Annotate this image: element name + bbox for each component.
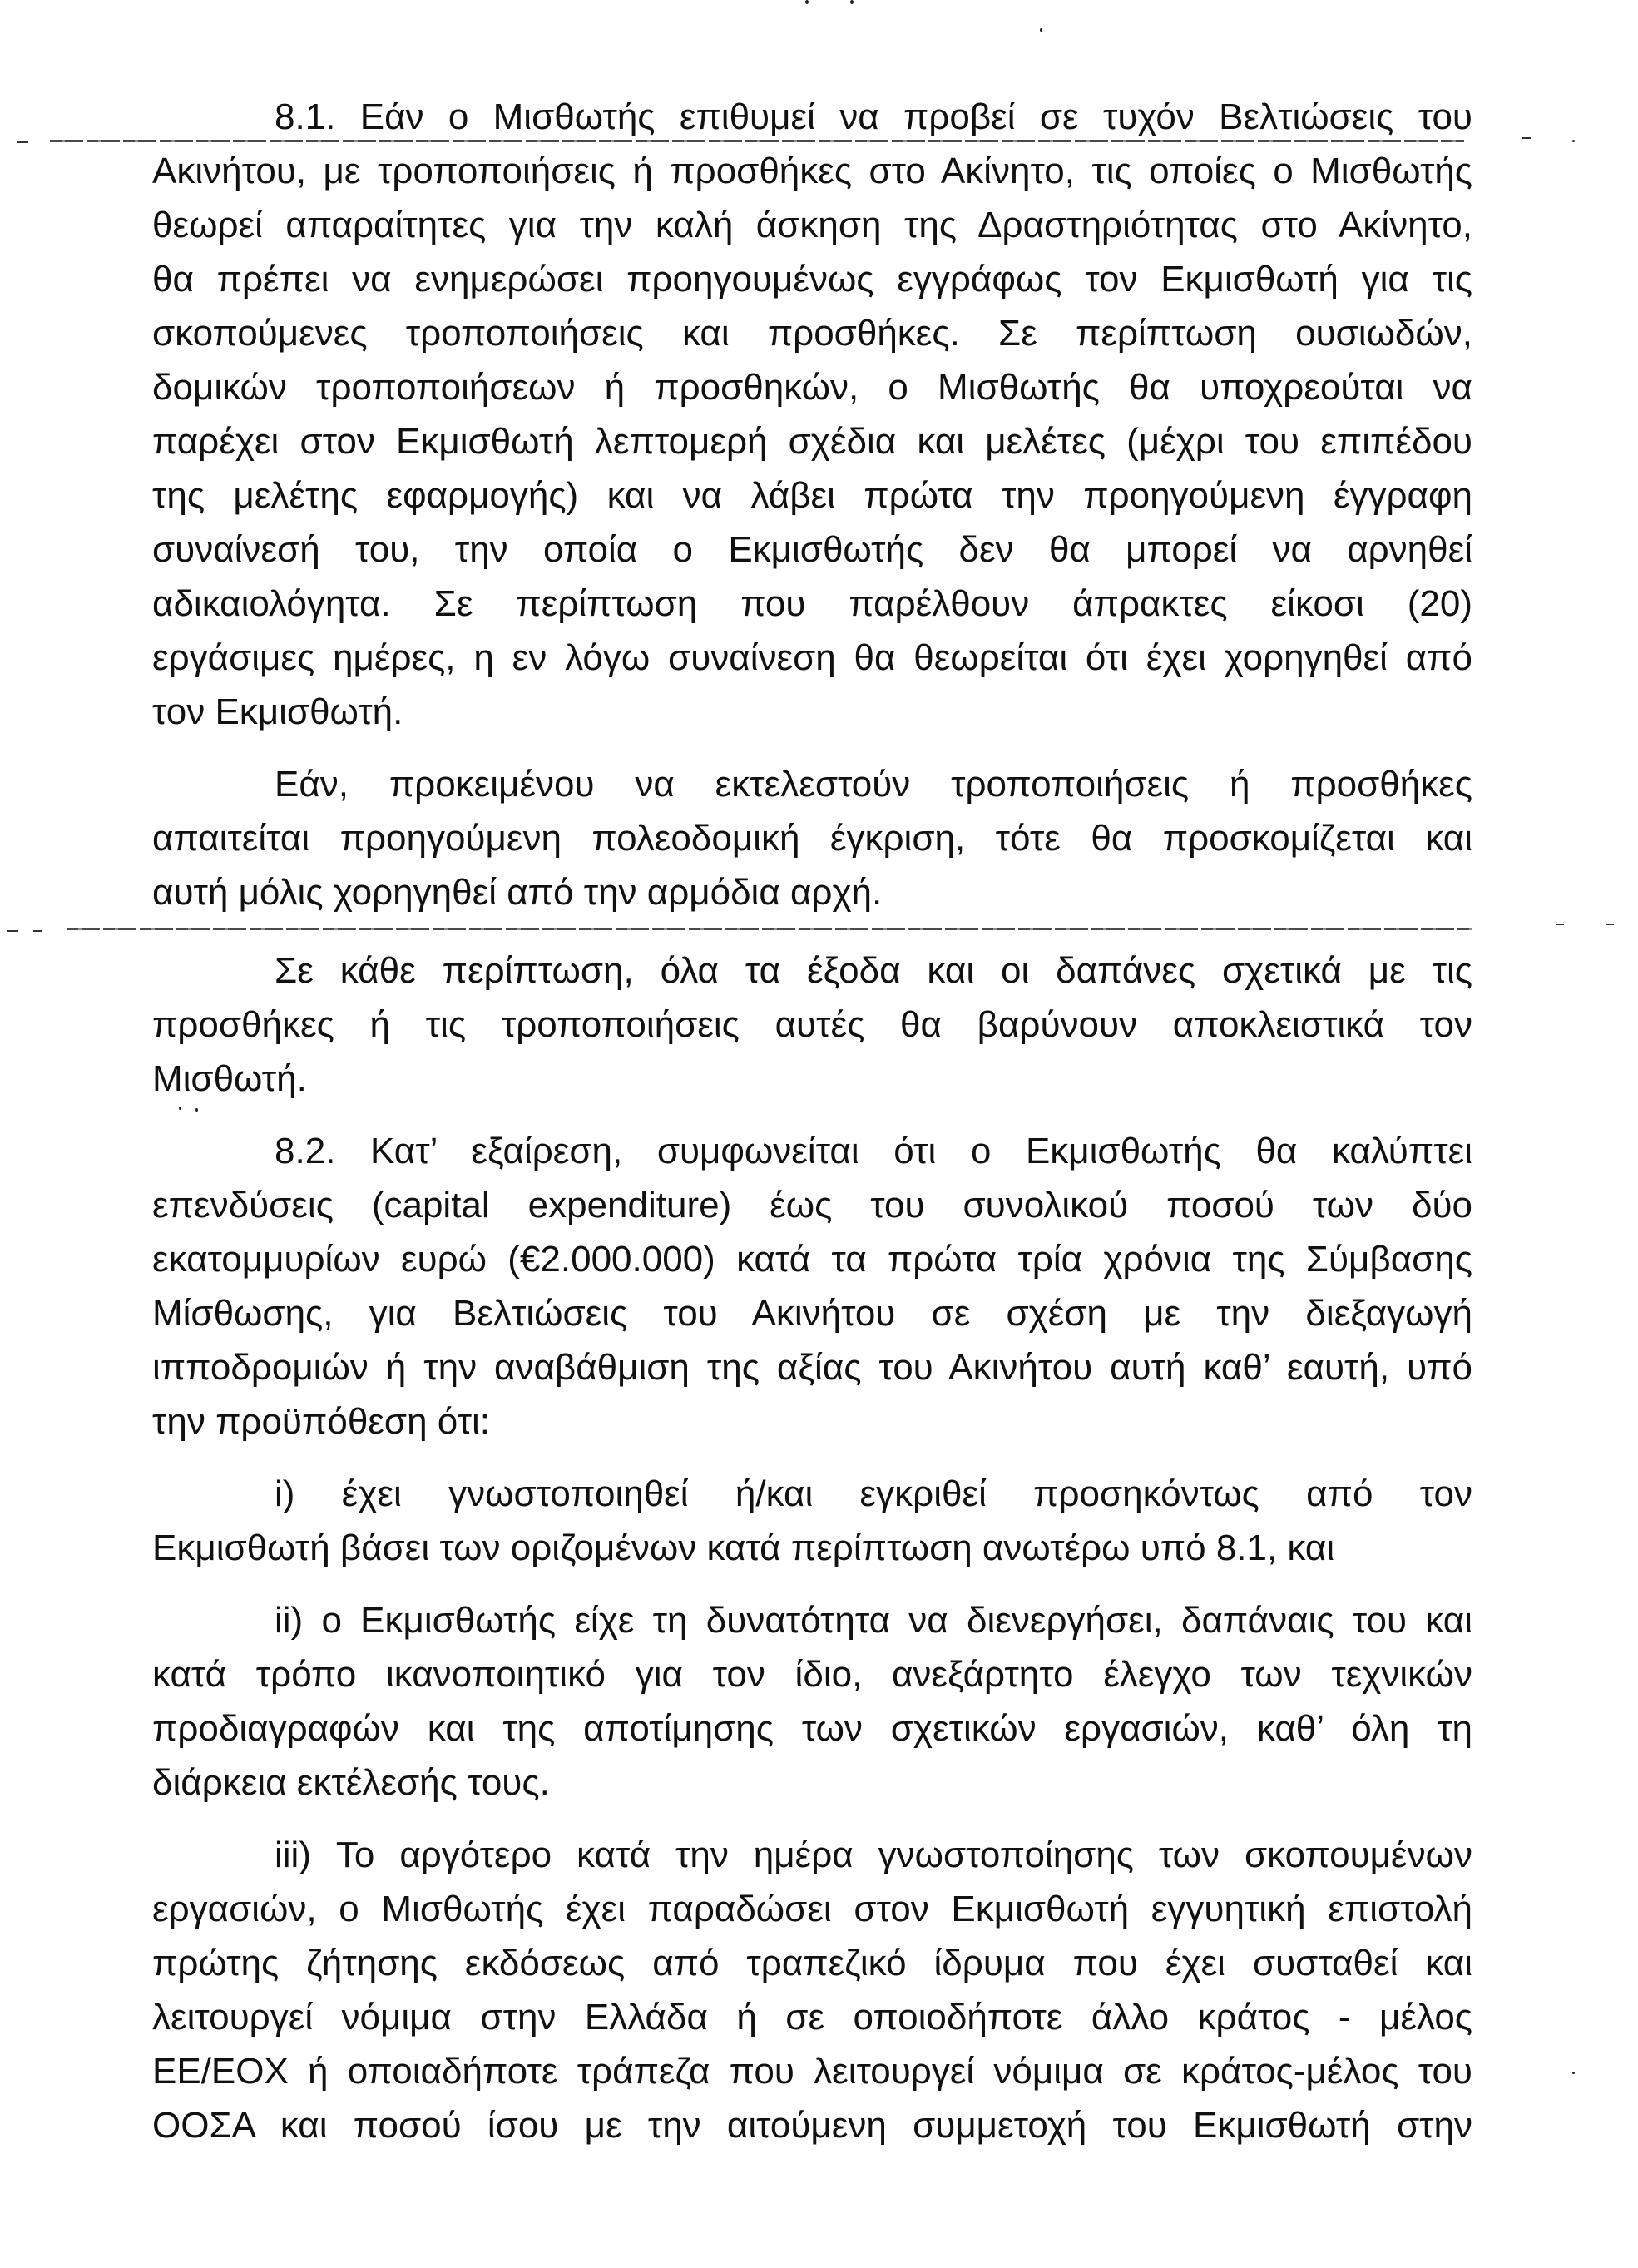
text-line: της μελέτης εφαρμογής) και να λάβει πρώτα την προηγούμενη έγγραφη [152, 475, 1472, 516]
text-line: iii) Το αργότερο κατά την ημέρα γνωστοποίησης των σκοπουμένων [275, 1835, 1472, 1875]
scan-artifact-dash [1606, 924, 1614, 925]
scan-artifact-dash [1522, 137, 1531, 139]
text-line: 8.2. Κατ’ εξαίρεση, συμφωνείται ότι ο Εκμισθωτής θα καλύπτει [275, 1131, 1472, 1171]
text-line: συναίνεσή του, την οποία ο Εκμισθωτής δεν θα μπορεί να αρνηθεί [152, 529, 1472, 570]
text-line: Μίσθωσης, για Βελτιώσεις του Ακινήτου σε σχέση με την διεξαγωγή [152, 1293, 1472, 1334]
text-line: πρώτης ζήτησης εκδόσεως από τραπεζικό ίδρυμα που έχει συσταθεί και [152, 1943, 1472, 1983]
scan-speck [1572, 2072, 1575, 2074]
text-line: αδικαιολόγητα. Σε περίπτωση που παρέλθουν άπρακτες είκοσι (20) [152, 583, 1472, 624]
text-line: εργασιών, ο Μισθωτής έχει παραδώσει στον Εκμισθωτή εγγυητική επιστολή [152, 1889, 1472, 1929]
scan-artifact-divider [67, 928, 1472, 930]
text-line: δομικών τροποποιήσεων ή προσθηκών, ο Μισθωτής θα υποχρεούται να [152, 367, 1472, 408]
scan-speck [179, 1107, 181, 1110]
scan-artifact-line [50, 140, 1464, 142]
text-line: παρέχει στον Εκμισθωτή λεπτομερή σχέδια και μελέτες (μέχρι του επιπέδου [152, 421, 1472, 462]
text-line: απαιτείται προηγούμενη πολεοδομική έγκριση, τότε θα προσκομίζεται και [152, 818, 1472, 859]
scan-speck [1572, 140, 1575, 142]
text-line: τον Εκμισθωτή. [152, 691, 403, 732]
scan-artifact-dash [33, 930, 42, 932]
text-line: i) έχει γνωστοποιηθεί ή/και εγκριθεί προσηκόντως από τον [275, 1473, 1472, 1514]
text-line: 8.1. Εάν ο Μισθωτής επιθυμεί να προβεί σε τυχόν Βελτιώσεις του [275, 97, 1472, 137]
text-line: λειτουργεί νόμιμα στην Ελλάδα ή σε οποιοδήποτε άλλο κράτος - μέλος [152, 1997, 1472, 2038]
text-line: κατά τρόπο ικανοποιητικό για τον ίδιο, ανεξάρτητο έλεγχο των τεχνικών [152, 1654, 1472, 1695]
text-line: προδιαγραφών και της αποτίμησης των σχετικών εργασιών, καθ’ όλη τη [152, 1708, 1472, 1749]
scan-artifact-dash [1556, 924, 1564, 925]
text-line: σκοπούμενες τροποποιήσεις και προσθήκες. Σε περίπτωση ουσιωδών, [152, 313, 1472, 354]
text-line: εκατομμυρίων ευρώ (€2.000.000) κατά τα πρώτα τρία χρόνια της Σύμβασης [152, 1239, 1472, 1280]
scan-speck [805, 0, 809, 4]
text-line: διάρκεια εκτέλεσής τους. [152, 1762, 550, 1803]
scan-artifact-dash [17, 141, 28, 143]
scan-speck [1040, 28, 1042, 32]
text-line: Εάν, προκειμένου να εκτελεστούν τροποποιήσεις ή προσθήκες [275, 764, 1472, 805]
scan-artifact-dash [7, 930, 18, 932]
text-line: ΟΟΣΑ και ποσού ίσου με την αιτούμενη συμμετοχή του Εκμισθωτή στην [152, 2105, 1472, 2146]
text-line: προσθήκες ή τις τροποποιήσεις αυτές θα βαρύνουν αποκλειστικά τον [152, 1004, 1472, 1045]
scan-speck [850, 0, 854, 4]
text-line: εργάσιμες ημέρες, η εν λόγω συναίνεση θα θεωρείται ότι έχει χορηγηθεί από [152, 637, 1472, 678]
scan-speck [195, 1108, 198, 1112]
text-line: αυτή μόλις χορηγηθεί από την αρμόδια αρχή. [152, 872, 883, 913]
text-line: Ακινήτου, με τροποποιήσεις ή προσθήκες στο Ακίνητο, τις οποίες ο Μισθωτής [152, 151, 1472, 191]
text-line: επενδύσεις (capital expenditure) έως του συνολικού ποσού των δύο [152, 1185, 1472, 1226]
text-line: Μισθωτή. [152, 1058, 307, 1099]
text-line: Σε κάθε περίπτωση, όλα τα έξοδα και οι δαπάνες σχετικά με τις [275, 950, 1472, 991]
text-line: ιπποδρομιών ή την αναβάθμιση της αξίας του Ακινήτου αυτή καθ’ εαυτή, υπό [152, 1347, 1472, 1388]
text-line: θεωρεί απαραίτητες για την καλή άσκηση της Δραστηριότητας στο Ακίνητο, [152, 205, 1472, 245]
text-line: ii) ο Εκμισθωτής είχε τη δυνατότητα να διενεργήσει, δαπάναις του και [275, 1600, 1472, 1641]
text-line: Εκμισθωτή βάσει των οριζομένων κατά περίπτωση ανωτέρω υπό 8.1, και [152, 1528, 1335, 1568]
text-line: ΕΕ/ΕΟΧ ή οποιαδήποτε τράπεζα που λειτουργεί νόμιμα σε κράτος-μέλος του [152, 2051, 1472, 2092]
text-line: την προϋπόθεση ότι: [152, 1401, 490, 1442]
text-line: θα πρέπει να ενημερώσει προηγουμένως εγγράφως τον Εκμισθωτή για τις [152, 259, 1472, 300]
